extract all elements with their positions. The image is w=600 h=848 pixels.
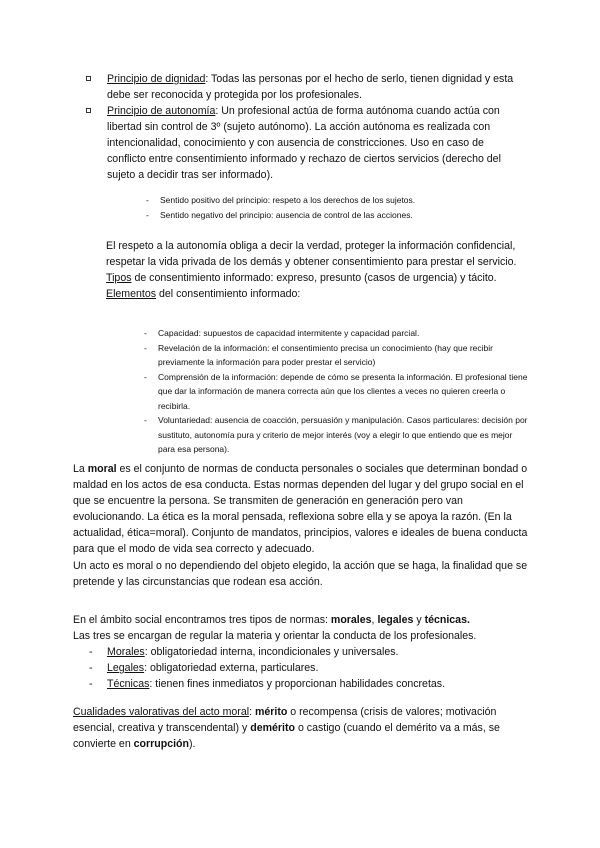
square-bullet-icon [86,108,91,113]
tipos-line: Tipos de consentimiento informado: expreso, presunto (casos de urgencia) y tácito. [106,272,497,285]
bullet-autonomia [107,103,525,183]
list-item: - Legales: obligatoriedad externa, particulares. [89,662,319,675]
text-dignidad: : Todas las personas por el hecho de serlo, tienen dignidad y esta debe ser reconocida y protegida por los profesionales. [107,73,514,102]
normas-list [89,644,527,692]
moral-paragraph: La moral es el conjunto de normas de conducta personales o sociales que determinan bondad o maldad en los actos de esa conducta. Estas normas dependen del lugar y del grupo social en el que se encuentre la persona. Se transmiten de generación en generación pero van evolucionando. La ética es la moral pensada, reflexiona sobre ella y se apoya la razón. (En la actualidad, ética=moral). Conjunto de mandatos, principios, valores e ideales de buena conducta para que el modo de vida sea correcto y adecuado. Un acto es moral o no dependiendo del objeto elegido, la acción que se haga, la finalidad que se pretende y las circunstancias que rodean esa acción. [73,461,528,590]
list-item: - Revelación de la información: el consentimiento precisa un conocimiento (hay que recibir previamente la información para poder prestar el servicio) [144,342,493,367]
cualidades-paragraph: Cualidades valorativas del acto moral: mérito o recompensa (crisis de valores; motivación esencial, creativa y transcendental) y demérito o castigo (cuando el demérito va a más, se convierte en corrupción). [73,706,500,751]
sentidos-list [146,193,520,222]
term-autonomia: Principio de autonomía [107,105,216,117]
square-bullet-icon [86,76,91,81]
list-item: - Sentido negativo del principio: ausencia de control de las acciones. [146,209,413,220]
elementos-list [144,326,528,457]
term-dignidad: Principio de dignidad [107,73,206,85]
list-item: - Morales: obligatoriedad interna, incondicionales y universales. [89,646,399,658]
moral-term: moral [87,463,117,475]
list-item: - Voluntariedad: ausencia de coacción, persuasión y manipulación. Casos particulares: decisión por sustituto, autonomía pura y criterio de mejor interés (voy a elegir lo que entiendo que es mejor para esa persona). [144,415,528,454]
list-item: - Sentido positivo del principio: respeto a los derechos de los sujetos. [146,195,416,205]
bullet-dignidad [107,71,525,103]
list-item: - Capacidad: supuestos de capacidad intermitente y capacidad parcial. [144,328,420,338]
list-item: - Comprensión de la información: depende de cómo se presenta la información. El profesional tiene que dar la información de manera correcta aún que los clientes a veces no quieren creerla o recibirla. [144,371,528,411]
respeto-paragraph: El respeto a la autonomía obliga a decir la verdad, proteger la información confidencial, respetar la vida privada de los demás y obtener consentimiento para prestar el servicio. Tipos de consentimiento informado: expreso, presunto (casos de urgencia) y tácito. Elementos del consentimiento informado: [106,238,524,302]
list-item: - Técnicas: tienen fines inmediatos y proporcionan habilidades concretas. [89,678,446,691]
acto-paragraph: Un acto es moral o no dependiendo del objeto elegido, la acción que se haga, la finalidad que se pretende y las circunstancias que rodean esa acción. [73,559,528,588]
elementos-line: Elementos del consentimiento informado: [106,288,301,301]
ambito-paragraph: En el ámbito social encontramos tres tipos de normas: morales, legales y técnicas. Las tres se encargan de regular la materia y orientar la conducta de los profesionales. [73,614,477,643]
text-autonomia: : Un profesional actúa de forma autónoma cuando actúa con libertad sin control de 3º (sujeto autónomo). La acción autónoma es realizada con intencionalidad, conocimiento y con ausencia de constricciones. Uso en caso de conflicto entre consentimiento informado y rechazo de ciertos servicios (derecho del sujeto a decidir tras ser informado). [107,105,501,182]
